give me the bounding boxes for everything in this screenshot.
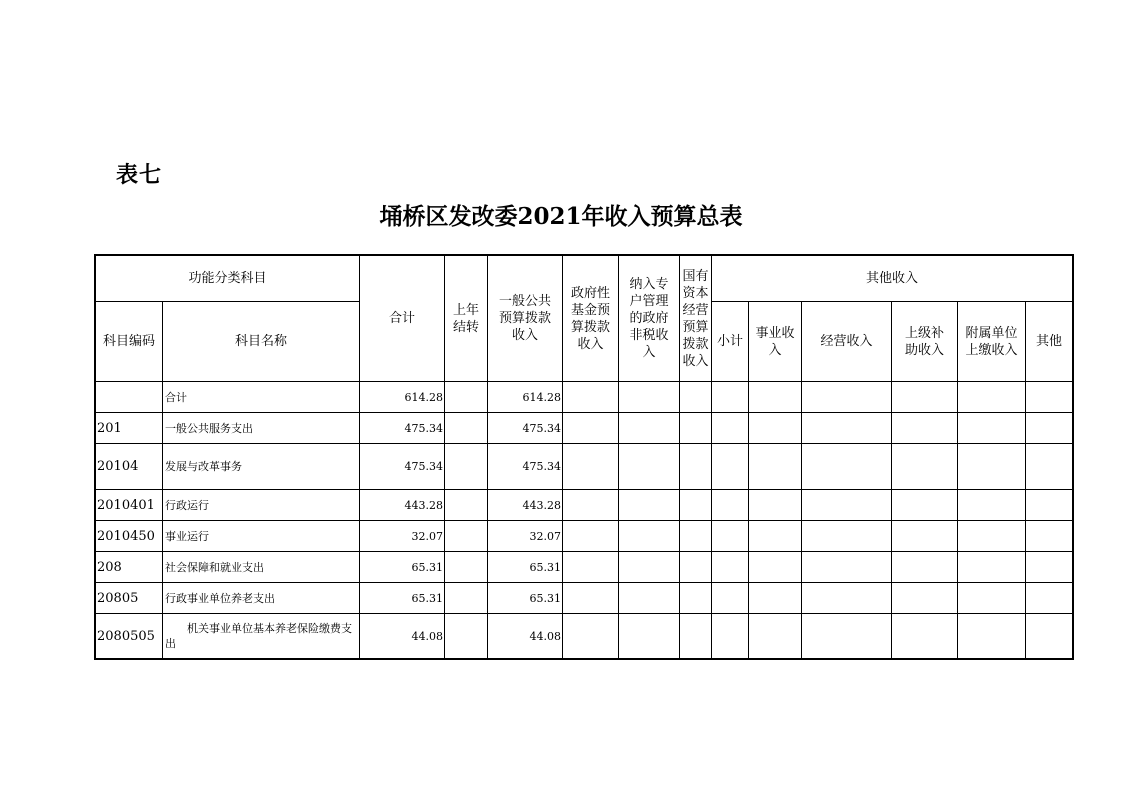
table-row — [96, 583, 1073, 614]
row-total: 44.08 — [360, 614, 445, 659]
row-total: 65.31 — [360, 552, 445, 583]
row-code: 20104 — [96, 444, 163, 490]
table-row — [96, 382, 1073, 413]
row-general-budget: 475.34 — [488, 413, 563, 444]
income-budget-table — [95, 255, 1073, 659]
table-row — [96, 552, 1073, 583]
row-total: 65.31 — [360, 583, 445, 614]
row-name: 合计 — [163, 382, 360, 413]
header-others: 其他 — [1026, 302, 1073, 382]
row-general-budget: 44.08 — [488, 614, 563, 659]
header-code: 科目编码 — [96, 302, 163, 382]
row-name: 发展与改革事务 — [163, 444, 360, 490]
row-code: 20805 — [96, 583, 163, 614]
row-total: 443.28 — [360, 490, 445, 521]
table-row — [96, 490, 1073, 521]
row-total: 475.34 — [360, 413, 445, 444]
header-affiliated-remit: 附属单位上缴收入 — [958, 302, 1026, 382]
table-row — [96, 413, 1073, 444]
header-state-capital: 国有资本经营预算拨款收入 — [680, 256, 712, 382]
row-code: 201 — [96, 413, 163, 444]
header-func-class: 功能分类科目 — [96, 256, 360, 302]
header-special-nontax: 纳入专户管理的政府非税收入 — [619, 256, 680, 382]
header-other-income: 其他收入 — [712, 256, 1073, 302]
row-name: 一般公共服务支出 — [163, 413, 360, 444]
header-carryover: 上年结转 — [445, 256, 488, 382]
row-general-budget: 443.28 — [488, 490, 563, 521]
table-row — [96, 521, 1073, 552]
row-general-budget: 65.31 — [488, 552, 563, 583]
row-name: 社会保障和就业支出 — [163, 552, 360, 583]
header-operating: 经营收入 — [802, 302, 892, 382]
row-general-budget: 65.31 — [488, 583, 563, 614]
row-general-budget: 614.28 — [488, 382, 563, 413]
header-general-budget: 一般公共预算拨款收入 — [488, 256, 563, 382]
row-general-budget: 475.34 — [488, 444, 563, 490]
header-total: 合计 — [360, 256, 445, 382]
table-number: 表七 — [116, 163, 163, 188]
document-title: 埇桥区发改委2021年收入预算总表 — [379, 203, 743, 230]
header-institution: 事业收入 — [749, 302, 802, 382]
row-code: 208 — [96, 552, 163, 583]
row-code: 2080505 — [96, 614, 163, 659]
row-code: 2010450 — [96, 521, 163, 552]
row-total: 614.28 — [360, 382, 445, 413]
row-name: 行政事业单位养老支出 — [163, 583, 360, 614]
row-general-budget: 32.07 — [488, 521, 563, 552]
row-name: 机关事业单位基本养老保险缴费支出 — [163, 614, 360, 659]
row-name: 事业运行 — [163, 521, 360, 552]
row-code: 2010401 — [96, 490, 163, 521]
table-row — [96, 444, 1073, 490]
header-subtotal: 小计 — [712, 302, 749, 382]
table-row — [96, 614, 1073, 659]
row-total: 475.34 — [360, 444, 445, 490]
row-total: 32.07 — [360, 521, 445, 552]
header-name: 科目名称 — [163, 302, 360, 382]
row-code — [96, 382, 163, 413]
header-gov-fund: 政府性基金预算拨款收入 — [563, 256, 619, 382]
header-superior-subsidy: 上级补助收入 — [892, 302, 958, 382]
row-name: 行政运行 — [163, 490, 360, 521]
